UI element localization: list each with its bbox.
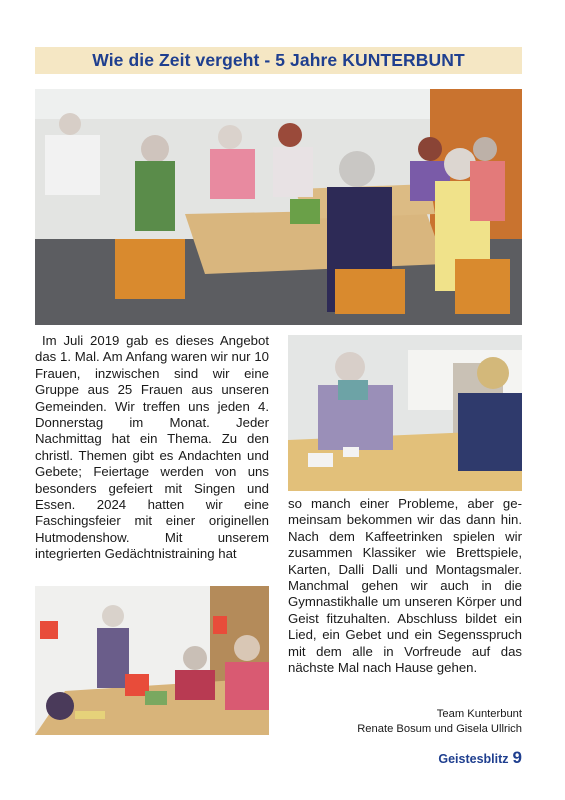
signature-names: Renate Bosum und Gisela Ullrich: [357, 723, 522, 735]
group-photo: [35, 89, 522, 325]
article-text-right: [288, 496, 522, 676]
article-paragraph-right: so manch einer Probleme, aber gemeinsam bekommen wir das dann hin. Nach dem Kaffeetrinken spielen wir zusammen Klassiker wie Brettspiele, Karten, Dalli Dalli und Montagsmaler. Manchmal gehen wir auch in die Gymnastikhalle um unseren Körper und Geist fitzuhalten. Abschluss bildet ein Lied, ein Gebet und ein Segensspruch mit dem alle in Vorfreude auf das nächste Mal nach Hause gehen.: [288, 496, 522, 676]
article-text-left: [35, 333, 269, 563]
signature-team: Team Kunterbunt: [436, 708, 522, 720]
page-number: 9: [512, 748, 522, 767]
page-title: Wie die Zeit vergeht - 5 Jahre KUNTERBUNT: [92, 50, 465, 70]
signature: [357, 707, 522, 737]
article-paragraph-left: Im Juli 2019 gab es dieses Angebot das 1. Mal. Am Anfang waren wir nur 10 Frauen, inzwischen sind wir eine Gruppe aus 25 Frauen aus unseren Gemeinden. Wir treffen uns jeden 4. Donnerstag im Monat. Jeder Nachmittag hat ein Thema. Zu den christl. Themen gibt es Andachten und Gebete; Feiertage werden von uns besonders gefeiert mit Singen und Essen. 2024 hatten wir eine Faschingsfeier mit einer originellen Hutmodenshow. Mit unserem integrierten Gedächtnistraining hat: [35, 333, 269, 562]
page-footer: [438, 748, 522, 768]
title-band: [35, 47, 522, 74]
magazine-name: Geistesblitz: [438, 752, 509, 766]
memory-training-photo: [35, 586, 269, 735]
card-game-photo: [288, 335, 522, 491]
